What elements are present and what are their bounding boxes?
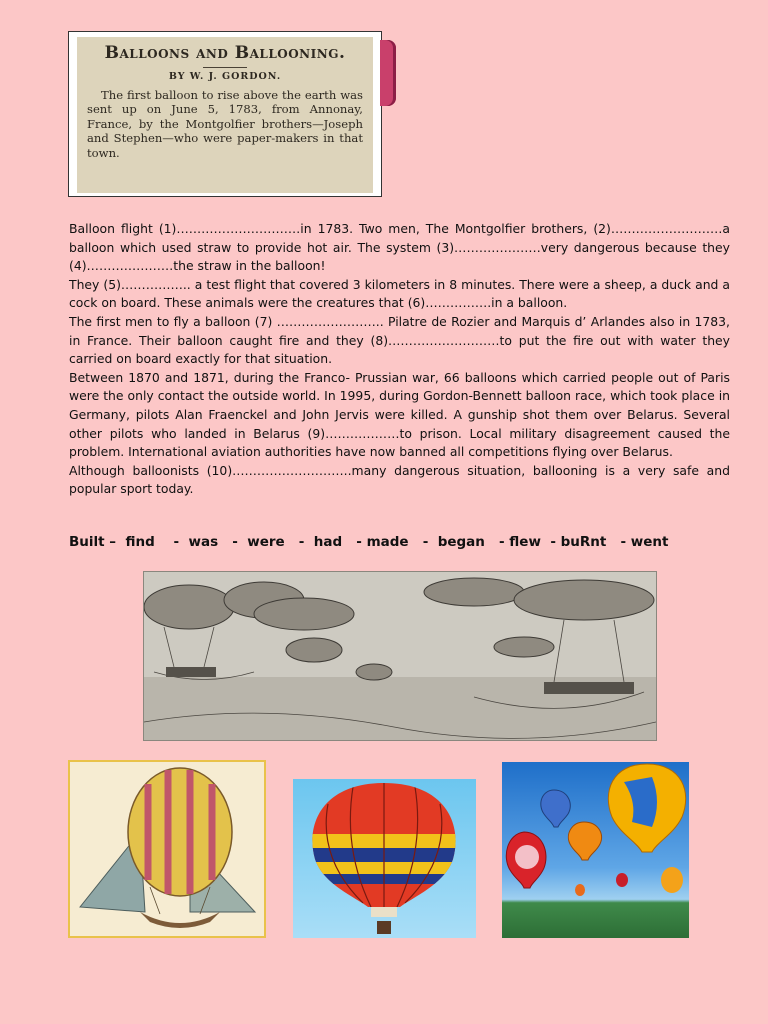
newspaper-clipping (77, 37, 373, 193)
word-bank: Built – find - was - were - had - made - began - flew - buRnt - went (69, 534, 669, 550)
clipping-rule (203, 67, 247, 68)
paragraph-1: Balloon flight (1)…………………………in 1783. Two men, The Montgolfier brothers, (2)………………………a balloon which used straw to provide hot air. The system (3)…………………very dangerous because they (4)…………………the straw in the balloon! (69, 221, 730, 274)
paragraph-5: Although balloonists (10)………………………..many dangerous situation, ballooning is a very safe and popular sport today. (69, 462, 730, 497)
striped-hot-air-balloon-image (293, 779, 476, 938)
decorative-title-fragment (380, 40, 396, 106)
balloon-festival-image (502, 762, 689, 938)
clipping-byline: BY W. J. GORDON. (168, 71, 282, 82)
airships-engraving-image (143, 571, 657, 741)
clipping-title: Balloons and Ballooning. (104, 43, 346, 63)
paragraph-4: Between 1870 and 1871, during the Franco- Prussian war, 66 balloons which carried people out of Paris were the only contact the outside world. In 1995, during Gordon-Bennett balloon race, which took place in Germany, pilots Alan Fraenckel and John Jervis were killed. A gunship shot them over Belarus. Several other pilots who landed in Belarus (9)………………to prison. Local military disagreement caused the problem. International aviation authorities have now banned all competitions flying over Belarus. (69, 369, 730, 460)
paragraph-3: The first men to fly a balloon (7) …………………….. Pilatre de Rozier and Marquis d’ Arlandes also in 1783, in France. Their balloon caught fire and they (8)………………………to put the fire out with water they carried on board exactly for that situation. (69, 313, 730, 367)
clipping-body: The first balloon to rise above the earth was sent up on June 5, 1783, from Annonay, France, by the Montgolfier brothers—Joseph and Stephen—who were paper-makers in that town. (87, 88, 363, 160)
newspaper-clipping-frame (68, 31, 382, 197)
paragraph-2: They (5)…………….. a test flight that covered 3 kilometers in 8 minutes. There were a sheep, a duck and a cock on board. These animals were the creatures that (6)…………….in a balloon. (69, 276, 730, 311)
exercise-text (69, 220, 730, 499)
montgolfier-balloon-image (68, 760, 266, 938)
